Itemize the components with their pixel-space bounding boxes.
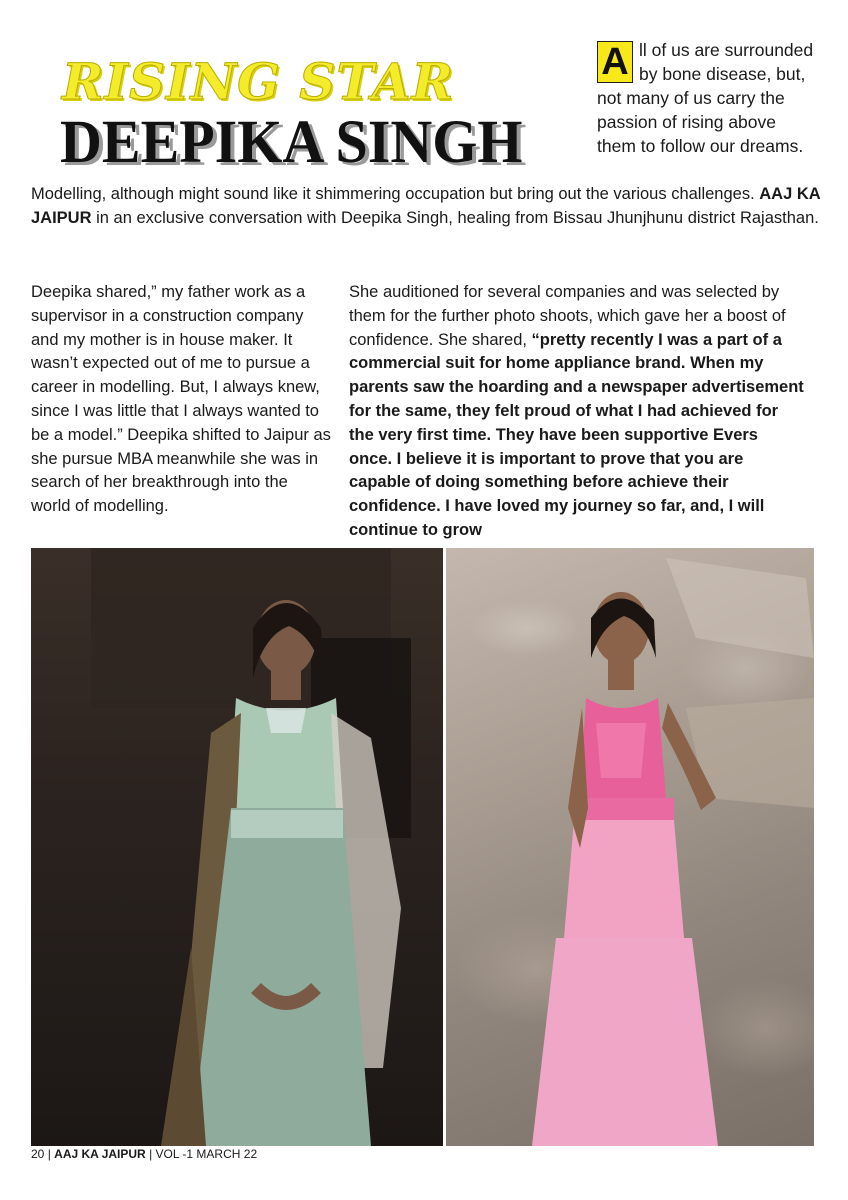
footer-separator-2: | bbox=[145, 1147, 156, 1161]
photo-right-illustration bbox=[446, 548, 814, 1146]
column-right bbox=[349, 281, 804, 543]
photo-model-pink-outfit bbox=[446, 548, 814, 1146]
column-right-quote: “pretty recently I was a part of a commercial suit for home appliance brand. When my parents saw the hoarding and a newspaper advertisement for the same, they felt proud of what I had achieved for the very first time. They have been supportive Evers once. I believe it is important to prove that you are capable of doing something before achieve their confidence. I have loved my journey so far, and, I will continue to grow bbox=[349, 330, 804, 539]
footer-issue: VOL -1 MARCH 22 bbox=[155, 1147, 258, 1161]
page-number: 20 bbox=[31, 1147, 45, 1161]
lede-text: ll of us are surrounded by bone disease, but, not many of us carry the passion of rising above them to follow our dreams. bbox=[597, 40, 814, 156]
intro-text-1: Modelling, although might sound like it shimmering occupation but bring out the various challenges. bbox=[31, 185, 760, 203]
intro-brand: AAJ KA JAIPUR bbox=[31, 185, 821, 227]
intro-paragraph bbox=[31, 183, 821, 230]
column-left: Deepika shared,” my father work as a supervisor in a construction company and my mother is in house maker. It wasn’t expected out of me to pursue a career in modelling. But, I always knew, since I was little that I always wanted to be a model.” Deepika shifted to Jaipur as she pursue MBA meanwhile she was in search of her breakthrough into the world of modelling. bbox=[31, 283, 331, 516]
page-footer bbox=[31, 1146, 257, 1162]
drop-cap: A bbox=[597, 41, 633, 83]
footer-magazine: AAJ KA JAIPUR bbox=[54, 1147, 146, 1161]
footer-separator-1: | bbox=[44, 1147, 55, 1161]
lede-paragraph bbox=[597, 38, 819, 158]
photo-left-illustration bbox=[31, 548, 443, 1146]
photo-model-mint-lehenga bbox=[31, 548, 443, 1146]
kicker-title: RISING STAR bbox=[62, 52, 455, 111]
column-right-text: She auditioned for several companies and was selected by them for the further photo shoots, which gave her a boost of confidence. She shared, bbox=[349, 283, 786, 349]
headline: DEEPIKA SINGH bbox=[60, 107, 523, 176]
intro-text-2: in an exclusive conversation with Deepika Singh, healing from Bissau Jhunjhunu district Rajasthan. bbox=[91, 208, 819, 227]
